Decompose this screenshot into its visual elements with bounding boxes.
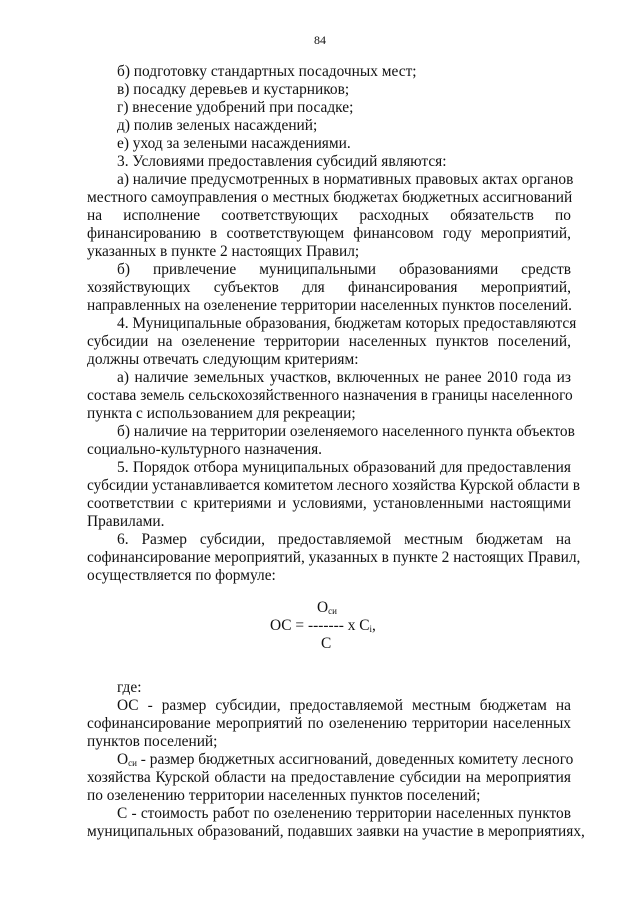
body-line: в) посадку деревьев и кустарников; (117, 81, 350, 98)
body-line: г) внесение удобрений при посадке; (117, 99, 354, 116)
body-line: указанных в пункте 2 настоящих Правил; (87, 243, 360, 260)
formula-numerator: $О_{си}$ (317, 599, 337, 616)
body-line: е) уход за зелеными насаждениями. (117, 135, 351, 152)
body-line: 5. Порядок отбора муниципальных образований для предоставления (117, 459, 571, 476)
body-line: б) подготовку стандартных посадочных мест; (117, 63, 417, 80)
definition-line: муниципальных образований, подавших заявки на участие в мероприятиях, (87, 823, 585, 840)
definition-line: ОС - размер субсидии, предоставляемой местным бюджетам на (117, 697, 571, 714)
body-line: финансированию в соответствующем финансовом году мероприятий, (87, 225, 571, 242)
body-line: субсидии устанавливается комитетом лесного хозяйства Курской области в (87, 477, 581, 494)
body-line: софинансирование мероприятий, указанных в пункте 2 настоящих Правил, (87, 549, 581, 566)
definition-line: $О_{си}$ - размер бюджетных ассигнований, доведенных комитету лесного (117, 751, 574, 768)
body-line: б) наличие на территории озеленяемого населенного пункта объектов (117, 423, 575, 440)
body-line: Правилами. (87, 513, 165, 530)
body-line: социально-культурного назначения. (87, 441, 322, 458)
formula-main-line: ОС = ------- х $С_i$, (270, 617, 376, 634)
body-line: осуществляется по формуле: (87, 567, 276, 584)
body-line: 6. Размер субсидии, предоставляемой местным бюджетам на (117, 531, 571, 548)
body-line: направленных на озеленение территории населенных пунктов поселений. (87, 297, 573, 314)
body-line: должны отвечать следующим критериям: (87, 351, 359, 368)
formula-denominator: С (321, 635, 332, 652)
body-line: соответствии с критериями и условиями, установленными настоящими (87, 495, 571, 512)
body-line: состава земель сельскохозяйственного назначения в границы населенного (87, 387, 573, 404)
body-line: а) наличие предусмотренных в нормативных правовых актах органов (117, 171, 574, 188)
where-label: где: (117, 679, 142, 696)
body-line: а) наличие земельных участков, включенных не ранее 2010 года из (117, 369, 571, 386)
body-line: пункта с использованием для рекреации; (87, 405, 356, 422)
body-line: 4. Муниципальные образования, бюджетам которых предоставляются (117, 315, 577, 332)
body-line: субсидии на озеленение территории населенных пунктов поселений, (87, 333, 571, 350)
definition-line: пунктов поселений; (87, 733, 218, 750)
definition-line: С - стоимость работ по озеленению территории населенных пунктов (117, 805, 571, 822)
definition-line: по озеленению территории населенных пунктов поселений; (87, 787, 481, 804)
definition-line: хозяйства Курской области на предоставление субсидии на мероприятия (87, 769, 571, 786)
body-line: б) привлечение муниципальными образованиями средств (117, 261, 571, 278)
body-line: местного самоуправления о местных бюджетах бюджетных ассигнований (87, 189, 573, 206)
body-line: хозяйствующих субъектов для финансирования мероприятий, (87, 279, 571, 296)
body-line: д) полив зеленых насаждений; (117, 117, 318, 134)
page-number: 84 (314, 33, 326, 47)
body-line: 3. Условиями предоставления субсидий являются: (117, 153, 447, 170)
body-line: на исполнение соответствующих расходных обязательств по (87, 207, 571, 224)
definition-line: софинансирование мероприятий по озеленению территории населенных (87, 715, 571, 732)
